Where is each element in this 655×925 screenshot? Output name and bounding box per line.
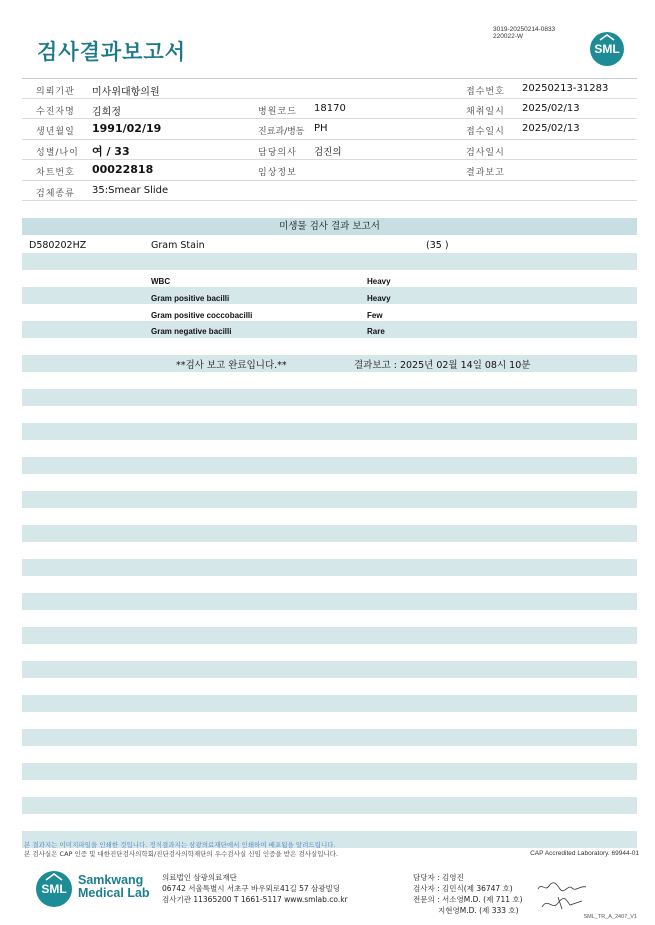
lab-street: 06742 서울특별시 서초구 바우뫼로41길 57 삼광빌딩 (162, 884, 341, 893)
patient-label: 수진자명 (36, 106, 75, 117)
report-complete-text: **검사 보고 완료입니다.** (176, 360, 287, 371)
birth-label: 생년월일 (36, 127, 75, 137)
print-notice: 본 결과지는 이미지파일을 인쇄한 것입니다. 정식결과지는 삼광의료재단에서 인쇄하여 배포됨을 알려드립니다. (24, 841, 336, 849)
test-name: Gram Stain (151, 240, 205, 251)
result-value: Few (367, 311, 383, 320)
chart-label: 차트번호 (36, 168, 75, 178)
collect-date-label: 채취일시 (466, 106, 505, 117)
lab-contact: 검사기관 11365200 T 1661-5117 www.smlab.co.kr (162, 895, 348, 904)
info-row (22, 160, 637, 181)
receipt-date-value: 2025/02/13 (522, 123, 580, 134)
result-report-label: 결과보고 (466, 168, 505, 178)
receipt-date-label: 접수일시 (466, 127, 505, 137)
result-value: Rare (367, 327, 385, 336)
collect-date-value: 2025/02/13 (522, 102, 580, 114)
footer-notes (24, 841, 338, 859)
test-code: D580202HZ (29, 240, 87, 251)
dept-value: PH (314, 123, 328, 134)
client-label: 의뢰기관 (36, 87, 75, 97)
specimen-value: 35:Smear Slide (92, 184, 169, 196)
info-row (22, 119, 637, 140)
birth-value: 1991/02/19 (92, 122, 162, 135)
sex-age-value: 여 / 33 (92, 144, 130, 158)
cap-accreditation: CAP Accredited Laboratory. 69944-01 (530, 850, 639, 857)
reference-line-1: 3019-20250214-0833 (493, 26, 556, 33)
info-row (22, 78, 637, 99)
specialist-line: 전문의 : 서소영M.D. (제 711 호) (413, 895, 523, 904)
doctor-value: 검진의 (314, 146, 342, 158)
test-number: (35 ) (426, 240, 449, 251)
signature-scribble-2 (540, 893, 584, 913)
page-title: 검사결과보고서 (37, 40, 187, 64)
patient-info-table (22, 78, 637, 201)
specialist-line-2: 지현영M.D. (제 333 호) (438, 906, 519, 915)
result-name: WBC (151, 277, 171, 286)
lab-address (162, 872, 348, 905)
tester-line: 검사자 : 김민식(제 36747 호) (413, 884, 513, 893)
receipt-no-value: 20250213-31283 (522, 83, 609, 94)
client-value: 미사위대항의원 (92, 87, 160, 98)
dept-label: 진료과/병동 (258, 127, 305, 137)
info-row (22, 99, 637, 120)
chart-value: 00022818 (92, 163, 154, 176)
brand-name: Samkwang Medical Lab (78, 873, 150, 900)
test-date-label: 검사일시 (466, 147, 505, 158)
sml-logo-icon: SML (590, 32, 624, 66)
patient-value: 김희정 (92, 106, 121, 118)
signature-scribble-1 (536, 880, 588, 894)
staff-line: 담당자 : 김영진 (413, 873, 464, 882)
reference-line-2: 220022-W (493, 33, 523, 40)
sml-footer-logo-icon: SML (36, 871, 72, 907)
result-value: Heavy (367, 277, 391, 286)
result-name: Gram negative bacilli (151, 327, 232, 336)
signatories (413, 872, 523, 916)
info-row (22, 140, 637, 161)
document-reference (493, 26, 555, 40)
receipt-no-label: 접수번호 (466, 87, 505, 97)
sex-age-label: 성별/나이 (36, 147, 79, 158)
doctor-label: 담당의사 (258, 147, 297, 158)
report-time: 결과보고 : 2025년 02월 14일 08시 10분 (354, 360, 531, 371)
result-value: Heavy (367, 294, 391, 303)
hospital-code-value: 18170 (314, 102, 346, 114)
lab-name: 의료법인 삼광의료재단 (162, 873, 237, 882)
section-title: 미생물 검사 결과 보고서 (22, 218, 637, 235)
certification-notice: 본 검사실은 CAP 인증 및 대한진단검사의학회/진단검사의학재단의 우수검사실 신임 인증을 받은 검사실입니다. (24, 850, 339, 858)
hospital-code-label: 병원코드 (258, 106, 297, 117)
form-code: SML_TR_A_2407_V1 (583, 914, 637, 920)
clinical-label: 임상정보 (258, 168, 297, 178)
result-name: Gram positive coccobacilli (151, 311, 253, 320)
specimen-label: 검체종류 (36, 188, 75, 199)
info-row (22, 181, 637, 202)
result-name: Gram positive bacilli (151, 294, 230, 303)
